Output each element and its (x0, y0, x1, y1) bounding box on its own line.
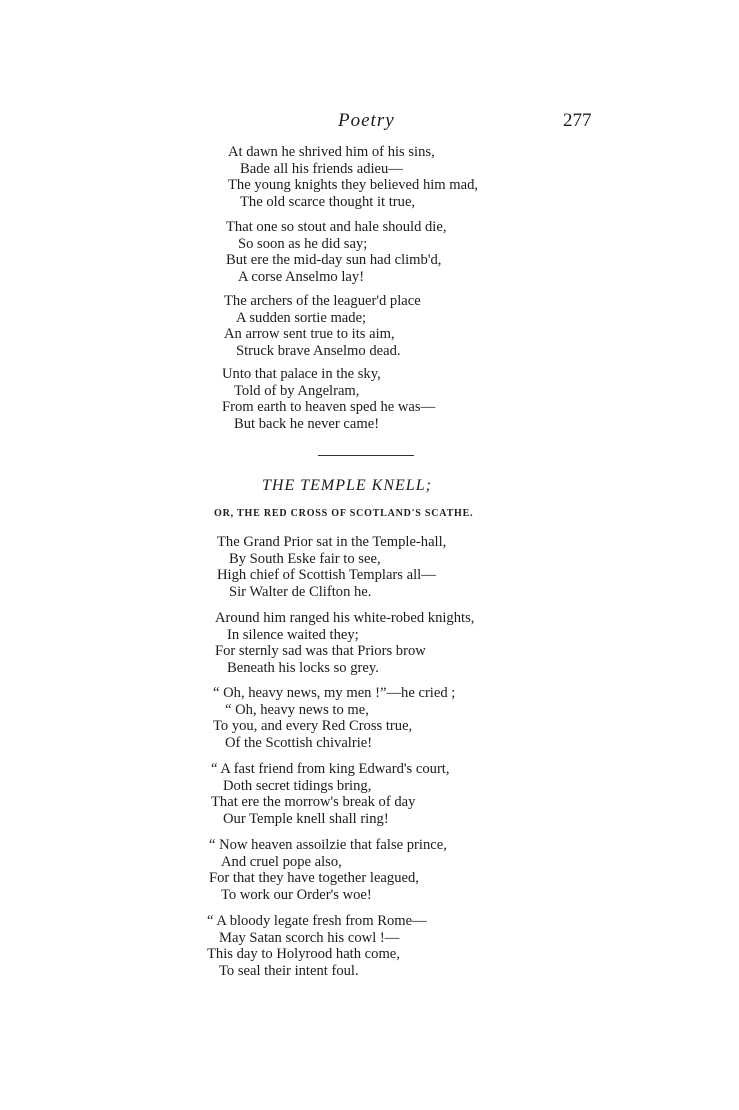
verse-line: Bade all his friends adieu— (240, 160, 403, 177)
verse-line: Doth secret tidings bring, (223, 777, 372, 794)
verse-line: Unto that palace in the sky, (222, 366, 381, 382)
verse-line: That ere the morrow's break of day (211, 794, 416, 811)
verse-line: May Satan scorch his cowl !— (219, 929, 400, 946)
verse-line: Sir Walter de Clifton he. (229, 584, 372, 601)
poem2-stanza-2 (215, 610, 474, 677)
verse-line: Of the Scottish chivalrie! (225, 735, 373, 752)
page-number: 277 (563, 110, 592, 131)
poem-subtitle: OR, THE RED CROSS OF SCOTLAND'S SCATHE. (214, 508, 474, 519)
verse-line: An arrow sent true to its aim, (224, 326, 395, 343)
verse-line: “ Oh, heavy news to me, (225, 701, 369, 718)
verse-line: So soon as he did say; (238, 235, 368, 252)
verse-line: By South Eske fair to see, (229, 550, 381, 567)
verse-line: “ A fast friend from king Edward's court, (211, 761, 450, 777)
verse-line: Beneath his locks so grey. (227, 660, 379, 677)
poem2-stanza-5 (209, 837, 447, 904)
verse-line: In silence waited they; (227, 626, 359, 643)
verse-line: To seal their intent foul. (219, 963, 359, 980)
verse-line: But back he never came! (234, 416, 380, 433)
verse-line: That one so stout and hale should die, (226, 219, 447, 235)
section-divider (318, 455, 414, 456)
verse-line: And cruel pope also, (221, 853, 342, 870)
verse-line: The archers of the leaguer'd place (224, 293, 421, 309)
verse-line: A sudden sortie made; (236, 309, 367, 326)
poem1-stanza-4 (222, 366, 435, 433)
verse-line: High chief of Scottish Templars all— (217, 567, 436, 584)
poem1-stanza-3 (224, 293, 421, 360)
poem2-stanza-6 (207, 913, 427, 980)
verse-line: For that they have together leagued, (209, 870, 419, 887)
verse-line: The young knights they believed him mad, (228, 177, 479, 194)
verse-line: A corse Anselmo lay! (238, 269, 365, 286)
verse-line: “ Now heaven assoilzie that false prince, (209, 837, 447, 853)
running-head: Poetry (338, 110, 395, 131)
verse-line: Struck brave Anselmo dead. (236, 343, 401, 360)
verse-line: To you, and every Red Cross true, (213, 718, 413, 735)
verse-line: This day to Holyrood hath come, (207, 946, 400, 963)
verse-line: The Grand Prior sat in the Temple-hall, (217, 534, 447, 550)
verse-line: But ere the mid-day sun had climb'd, (226, 252, 442, 269)
verse-line: At dawn he shrived him of his sins, (228, 144, 435, 160)
poem2-stanza-3 (213, 685, 455, 752)
verse-line: Our Temple knell shall ring! (223, 811, 389, 828)
poem1-stanza-1 (228, 144, 478, 211)
poem1-stanza-2 (226, 219, 447, 286)
poem2-stanza-1 (217, 534, 446, 601)
verse-line: To work our Order's woe! (221, 887, 372, 904)
verse-line: The old scarce thought it true, (240, 194, 416, 211)
verse-line: Around him ranged his white-robed knights, (215, 610, 475, 626)
poem-title: THE TEMPLE KNELL; (262, 477, 432, 494)
verse-line: From earth to heaven sped he was— (222, 399, 436, 416)
verse-line: Told of by Angelram, (234, 382, 360, 399)
verse-line: “ A bloody legate fresh from Rome— (207, 913, 427, 929)
verse-line: For sternly sad was that Priors brow (215, 643, 426, 660)
poem2-stanza-4 (211, 761, 450, 828)
verse-line: “ Oh, heavy news, my men !”—he cried ; (213, 685, 456, 701)
